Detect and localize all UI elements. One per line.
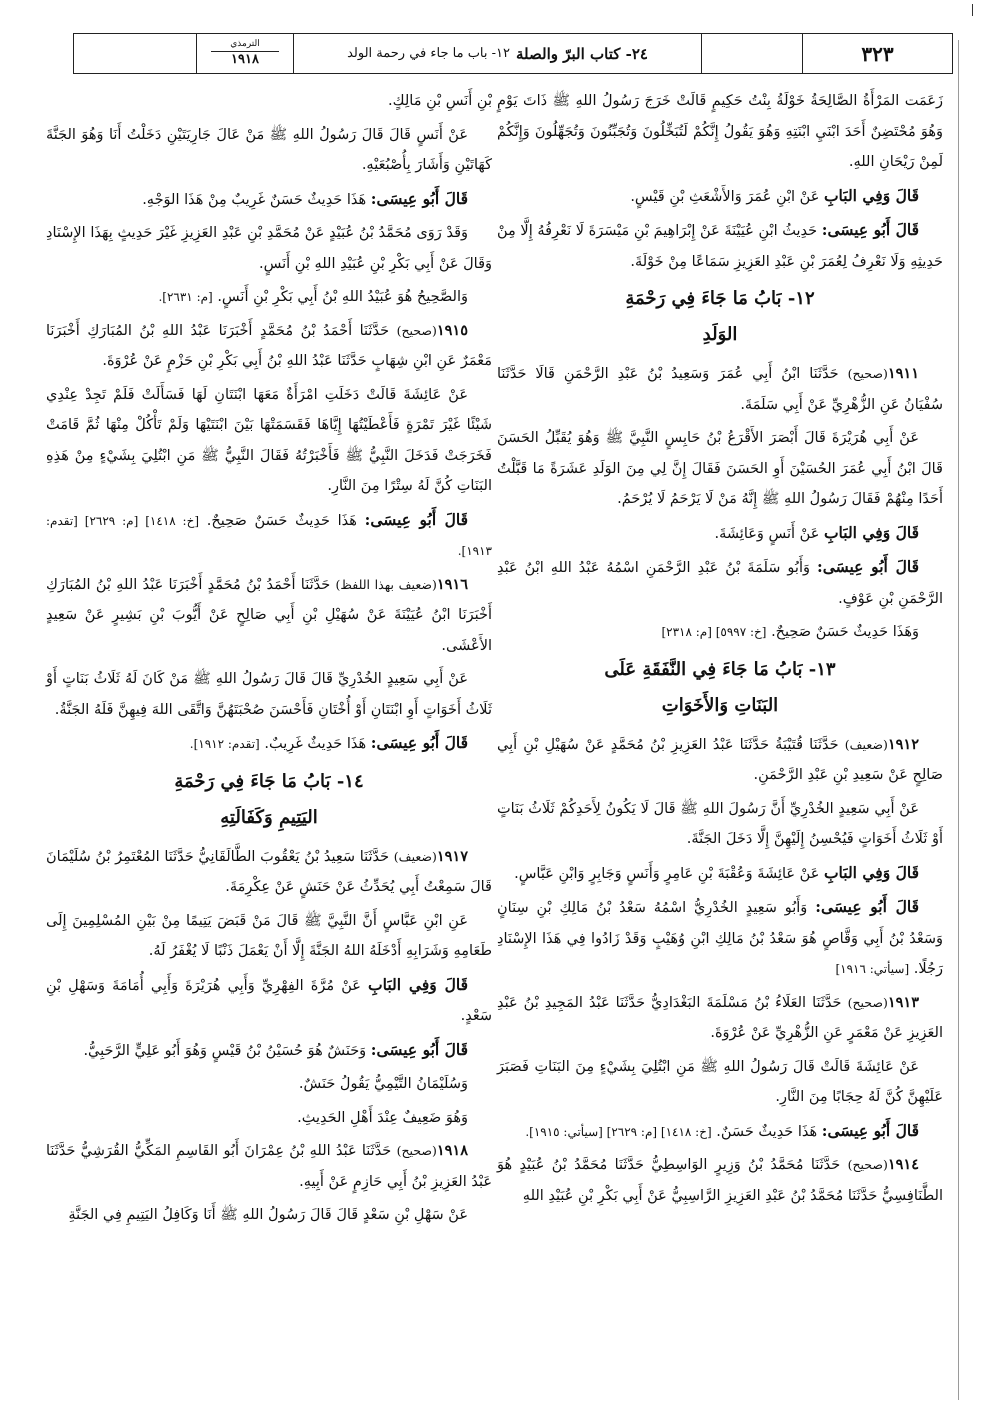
takhrij-ref: [م: ٢٦٣١]. [158, 290, 213, 304]
hadith-grade: (ضعيف) [393, 848, 437, 864]
paragraph-text: عَنْ مُرَّةَ الفِهْرِيِّ وَأَبِي هُرَيْرَةَ وَأَبِي أُمَامَةَ وَسَهْلِ بْنِ سَعْدٍ. [46, 977, 492, 1024]
hadith-number: ١٩١٧ [436, 847, 469, 865]
paragraph-text: وَالصَّحِيحُ هُوَ عُبَيْدُ اللهِ بْنُ أَبِي بَكْرِ بْنِ أَنَسٍ. [217, 289, 468, 305]
paragraph [46, 1035, 492, 1067]
hadith-grade: (صحيح) [396, 322, 437, 338]
hadith-isnad: حَدَّثَنَا قُتَيْبَةُ حَدَّثَنَا عَبْدُ العَزِيزِ بْنُ مُحَمَّدٍ عَنْ سُهَيْلِ بْنِ أَبِي صَالِحٍ عَنْ سَعِيدِ بْنِ عَبْدِ الرَّحْمَنِ. [497, 736, 943, 783]
abu-isa-label: قَالَ أَبُو عِيسَى: [817, 557, 919, 576]
hadith-matn: عَنْ عَائِشَةَ قَالَتْ دَخَلَتِ امْرَأَةٌ مَعَهَا ابْنَتَانِ لَهَا فَسَأَلَتْ فَلَمْ تَجِدْ عِنْدِي شَيْئًا غَيْرَ تَمْرَةٍ فَأَعْطَيْتُهَا إِيَّاهَا فَقَسَمَتْهَا بَيْنَ ابْنَتَيْهَا وَلَمْ تَأْكُلْ مِنْهَا ثُمَّ قَامَتْ فَخَرَجَتْ فَدَخَلَ النَّبِيُّ ﷺ فَأَخْبَرْتُهُ فَقَالَ النَّبِيُّ ﷺ مَنِ ابْتُلِيَ بِشَيْءٍ مِنْ هَذِهِ البَنَاتِ كُنَّ لَهُ سِتْرًا مِنَ النَّارِ. [46, 386, 492, 494]
header-blank-cell [701, 34, 802, 73]
abu-isa-label: قَالَ أَبُو عِيسَى: [370, 188, 468, 208]
hadith-grade: (ضعيف) [844, 736, 888, 752]
paragraph-text: هَذَا حَدِيثٌ حَسَنٌ. [716, 1123, 818, 1140]
paragraph: وَقَدْ رَوَى مُحَمَّدُ بْنُ عُبَيْدٍ عَنْ مُحَمَّدِ بْنِ عَبْدِ العَزِيزِ غَيْرَ حَدِيثٍ بِهَذَا الإِسْنَادِ وَقَالَ عَنْ أَبِي بَكْرِ بْنِ عُبَيْدِ اللهِ بْنِ أَنَسٍ. [46, 225, 492, 272]
paragraph [497, 181, 943, 213]
paragraph [497, 215, 943, 277]
paragraph [46, 184, 492, 216]
paragraph-text: هَذَا حَدِيثٌ حَسَنٌ صَحِيحٌ. [206, 512, 357, 529]
takhrij-ref: [خ: ٥٩٩٧] [م: ٢٣١٨] [661, 625, 767, 639]
heading-line: ١٤- بَابُ مَا جَاءَ فِي رَحْمَةِ [174, 770, 364, 792]
takhrij-ref: [تقدم: ١٩١٢]. [189, 737, 260, 751]
heading-line: البَنَاتِ وَالأَخَوَاتِ [661, 694, 779, 716]
hadith-1912 [497, 730, 943, 791]
paragraph-text: وَهَذَا حَدِيثٌ حَسَنٌ صَحِيحٌ. [771, 624, 919, 640]
hadith-matn: عَنْ أَبِي سَعِيدٍ الخُدْرِيِّ أَنَّ رَسُولَ اللهِ ﷺ قَالَ لَا يَكُونُ لِأَحَدِكُمْ ثَلَاثُ بَنَاتٍ أَوْ ثَلَاثُ أَخَوَاتٍ فَيُحْسِنُ إِلَيْهِنَّ إِلَّا دَخَلَ الجَنَّةَ. [497, 800, 943, 847]
abu-isa-label: قَالَ أَبُو عِيسَى: [821, 220, 920, 239]
abu-isa-label: قَالَ أَبُو عِيسَى: [364, 509, 469, 529]
ref-number: ١٩١٨ [231, 51, 259, 67]
paragraph [497, 1116, 943, 1148]
paragraph [497, 617, 943, 648]
paragraph-text: عَنْ عَائِشَةَ وَعُقْبَةَ بْنِ عَامِرٍ وَأَنَسٍ وَجَابِرٍ وَابْنِ عَبَّاسٍ. [514, 865, 820, 882]
hadith-number: ١٩١٣ [887, 993, 919, 1011]
hadith-number: ١٩١١ [887, 365, 920, 382]
chapter-heading-14 [46, 764, 492, 836]
hadith-1914 [497, 1150, 943, 1211]
abu-isa-label: قَالَ أَبُو عِيسَى: [815, 897, 920, 916]
hadith-1916 [46, 570, 492, 662]
left-column [46, 86, 492, 1234]
paragraph-text: وَحَنَشٌ هُوَ حُسَيْنُ بْنُ قَيْسٍ وَهُوَ أَبُو عَلِيٍّ الرَّحَبِيُّ. [83, 1042, 367, 1059]
header-title [293, 34, 701, 73]
takhrij-ref: [خ: ١٤١٨] [م: ٢٦٢٩] [سيأتي: ١٩١٥]. [525, 1124, 712, 1139]
hadith-1911 [497, 359, 943, 420]
paragraph: وَهُوَ ضَعِيفٌ عِنْدَ أَهْلِ الحَدِيثِ. [297, 1109, 468, 1126]
heading-line: اليَتِيمِ وَكَفَالَتِهِ [220, 806, 318, 828]
hadith-number: ١٩١٢ [887, 735, 919, 753]
hadith-matn: عَنْ أَنَسٍ قَالَ قَالَ رَسُولُ اللهِ ﷺ مَنْ عَالَ جَارِيَتَيْنِ دَخَلْتُ أَنَا وَهُوَ الجَنَّةَ كَهَاتَيْنِ وَأَشَارَ بِأُصْبُعَيْهِ. [46, 126, 492, 173]
hadith-grade: (صحيح) [847, 994, 888, 1010]
hadith-1918 [46, 1136, 492, 1197]
paragraph [497, 518, 943, 550]
paragraph-text: وَأَبُو سَعِيدٍ الخُدْرِيُّ اسْمُهُ سَعْدُ بْنُ مَالِكِ بْنِ سِنَانٍ وَسَعْدُ بْنُ أَبِي وَقَّاصٍ هُوَ سَعْدُ بْنُ مَالِكِ ابْنِ وُهَيْبٍ وَقَدْ زَادُوا فِي هَذَا الإِسْنَادِ رَجُلًا. [497, 900, 943, 977]
paragraph-text: عَنْ أَنَسٍ وَعَائِشَةَ. [714, 525, 820, 542]
book-title: ٢٤- كتاب البرّ والصلة [516, 44, 648, 63]
header-reference [196, 34, 293, 73]
hadith-grade: (صحيح) [847, 366, 888, 381]
hadith-grade: (صحيح) [396, 1143, 437, 1158]
page-number: ٣٢٣ [802, 34, 952, 73]
paragraph [46, 505, 492, 567]
hadith-1915 [46, 316, 492, 377]
hadith-isnad: حَدَّثَنَا أَحْمَدُ بْنُ مُحَمَّدٍ أَخْبَرَنَا عَبْدُ اللهِ بْنُ المُبَارَكِ أَخْبَرَنَا ابْنُ عُيَيْنَةَ عَنْ سُهَيْلِ بْنِ أَبِي صَالِحٍ عَنْ أَيُّوبَ بْنِ بَشِيرٍ عَنْ سَعِيدٍ الأَعْشَى. [46, 576, 492, 654]
takhrij-ref: [خ: ١٤١٨] [م: ٢٦٢٩] [تقدم: ١٩١٣]. [46, 513, 492, 558]
bab-label: قَالَ وَفِي البَابِ [368, 974, 468, 994]
hadith-matn: عَنْ أَبِي سَعِيدٍ الخُدْرِيِّ قَالَ قَالَ رَسُولُ اللهِ ﷺ مَنْ كَانَ لَهُ ثَلَاثُ بَنَاتٍ أَوْ ثَلَاثُ أَخَوَاتٍ أَوِ ابْنَتَانِ أَوْ أُخْتَانِ فَأَحْسَنَ صُحْبَتَهُنَّ وَاتَّقَى اللهَ فِيهِنَّ فَلَهُ الجَنَّةُ. [46, 671, 492, 718]
paragraph [46, 970, 492, 1032]
hadith-1913 [497, 988, 943, 1049]
right-column [497, 86, 943, 1214]
running-header [73, 33, 953, 74]
hadith-isnad: حَدَّثَنَا عَبْدُ اللهِ بْنُ عِمْرَانَ أَبُو القَاسِمِ المَكِّيُّ القُرَشِيُّ حَدَّثَنَا عَبْدُ العَزِيزِ بْنُ أَبِي حَازِمٍ عَنْ أَبِيهِ. [46, 1143, 492, 1190]
ref-source: الترمذي [230, 39, 260, 50]
paragraph [497, 552, 943, 614]
heading-line: ١٢- بَابُ مَا جَاءَ فِي رَحْمَةِ [625, 288, 815, 309]
abu-isa-label: قَالَ أَبُو عِيسَى: [821, 1120, 919, 1140]
heading-line: ١٣- بَابُ مَا جَاءَ فِي النَّفَقَةِ عَلَى [604, 658, 836, 680]
hadith-number: ١٩١٦ [436, 575, 468, 593]
hadith-number: ١٩١٤ [887, 1156, 920, 1173]
hadith-matn: عَنْ أَبِي هُرَيْرَةَ قَالَ أَبْصَرَ الأَقْرَعُ بْنُ حَابِسٍ النَّبِيَّ ﷺ وَهُوَ يُقَبِّلُ الحَسَنَ قَالَ ابْنُ أَبِي عُمَرَ الحُسَيْنَ أَوِ الحَسَنَ فَقَالَ إِنَّ لِي مِنَ الوَلَدِ عَشَرَةً مَا قَبَّلْتُ أَحَدًا مِنْهُمْ فَقَالَ رَسُولُ اللهِ ﷺ إِنَّهُ مَنْ لَا يَرْحَمُ لَا يُرْحَمُ. [497, 430, 943, 507]
paragraph [497, 858, 943, 890]
hadith-1917 [46, 842, 492, 903]
hadith-grade: (صحيح) [847, 1157, 888, 1172]
header-blank-cell [72, 34, 196, 73]
chapter-heading-12 [497, 281, 943, 353]
paragraph-text: عَنْ ابْنِ عُمَرَ وَالأَشْعَثِ بْنِ قَيْسٍ. [630, 188, 820, 205]
bab-label: قَالَ وَفِي البَابِ [823, 522, 919, 542]
hadith-matn: عَنْ سَهْلِ بْنِ سَعْدٍ قَالَ قَالَ رَسُولُ اللهِ ﷺ أَنَا وَكَافِلُ اليَتِيمِ فِي الجَنَّةِ [68, 1207, 468, 1223]
abu-isa-label: قَالَ أَبُو عِيسَى: [370, 1039, 468, 1059]
paragraph-text: هَذَا حَدِيثٌ غَرِيبٌ. [264, 736, 367, 752]
paragraph [497, 892, 943, 985]
chapter-title: ١٢- باب ما جاء في رحمة الولد [347, 46, 511, 61]
hadith-number: ١٩١٨ [436, 1142, 468, 1159]
bab-label: قَالَ وَفِي البَابِ [823, 862, 919, 882]
hadith-matn: عَنْ عَائِشَةَ قَالَتْ قَالَ رَسُولُ اللهِ ﷺ مَنِ ابْتُلِيَ بِشَيْءٍ مِنَ البَنَاتِ فَصَبَرَ عَلَيْهِنَّ كُنَّ لَهُ حِجَابًا مِنَ النَّارِ. [497, 1058, 943, 1105]
abu-isa-label: قَالَ أَبُو عِيسَى: [370, 733, 468, 752]
paragraph [46, 282, 492, 313]
paragraph-text: حَدِيثُ ابْنِ عُيَيْنَةَ عَنْ إِبْرَاهِيمَ بْنِ مَيْسَرَةَ لَا نَعْرِفُهُ إِلَّا مِنْ حَدِيثِهِ وَلَا نَعْرِفُ لِعُمَرَ بْنِ عَبْدِ العَزِيزِ سَمَاعًا مِنْ خَوْلَةَ. [497, 223, 943, 270]
chapter-heading-13 [497, 652, 943, 724]
hadith-isnad: حَدَّثَنَا أَحْمَدُ بْنُ مُحَمَّدٍ أَخْبَرَنَا عَبْدُ اللهِ بْنُ المُبَارَكِ أَخْبَرَنَا مَعْمَرٌ عَنِ ابْنِ شِهَابٍ حَدَّثَنَا عَبْدُ اللهِ بْنُ أَبِي بَكْرِ بْنِ حَزْمٍ عَنْ عُرْوَةَ. [46, 322, 492, 369]
paragraph-text: هَذَا حَدِيثٌ حَسَنٌ غَرِيبٌ مِنْ هَذَا الوَجْهِ. [142, 191, 367, 208]
hadith-isnad: حَدَّثَنَا مُحَمَّدُ بْنُ وَزِيرٍ الوَاسِطِيُّ حَدَّثَنَا مُحَمَّدُ بْنُ عُبَيْدٍ هُوَ الطَّنَافِسِيُّ حَدَّثَنَا مُحَمَّدُ بْنُ عَبْدِ العَزِيزِ الرَّاسِبِيُّ عَنْ أَبِي بَكْرِ بْنِ عُبَيْدِ اللهِ [497, 1157, 943, 1204]
paragraph [46, 728, 492, 760]
hadith-isnad: حَدَّثَنَا سَعِيدُ بْنُ يَعْقُوبَ الطَّالَقَانِيُّ حَدَّثَنَا المُعْتَمِرُ بْنُ سُلَيْمَانَ قَالَ سَمِعْتُ أَبِي يُحَدِّثُ عَنْ حَنَشٍ عَنْ عِكْرِمَةَ. [46, 848, 492, 895]
hadith-matn: عَنِ ابْنِ عَبَّاسٍ أَنَّ النَّبِيَّ ﷺ قَالَ مَنْ قَبَضَ يَتِيمًا مِنْ بَيْنِ المُسْلِمِينَ إِلَى طَعَامِهِ وَشَرَابِهِ أَدْخَلَهُ اللهُ الجَنَّةَ إِلَّا أَنْ يَعْمَلَ ذَنْبًا لَا يُغْفَرُ لَهُ. [46, 912, 492, 959]
heading-line: الوَلَدِ [702, 324, 738, 345]
paragraph: زَعَمَت المَرْأَةُ الصَّالِحَةُ خَوْلَةُ بِنْتُ حَكِيمٍ قَالَتْ خَرَجَ رَسُولُ اللهِ ﷺ ذَاتَ يَوْمٍ وَهُوَ مُحْتَضِنٌ أَحَدَ ابْنَيِ ابْنَتِهِ وَهُوَ يَقُولُ إِنَّكُمْ لَتُبَخِّلُونَ وَتُجَبِّنُونَ وَتُجَهِّلُونَ وَإِنَّكُمْ لَمِنْ رَيْحَانِ اللهِ. [497, 93, 943, 170]
paragraph: وَسُلَيْمَانُ التَّيْمِيُّ يَقُولُ حَنَشٌ. [298, 1076, 468, 1092]
hadith-number: ١٩١٥ [436, 321, 469, 339]
hadith-isnad: حَدَّثَنَا العَلَاءُ بْنُ مَسْلَمَةَ البَغْدَادِيُّ حَدَّثَنَا عَبْدُ المَجِيدِ بْنُ عَبْدِ العَزِيزِ عَنْ مَعْمَرٍ عَنِ الزُّهْرِيِّ عَنْ عُرْوَةَ. [497, 994, 943, 1041]
paragraph: بْنِ أَنَسِ بْنِ مَالِكٍ. [388, 93, 492, 109]
bab-label: قَالَ وَفِي البَابِ [823, 185, 919, 205]
paragraph-text: وَأَبُو سَلَمَةَ بْنُ عَبْدِ الرَّحْمَنِ اسْمُهُ عَبْدُ اللهِ ابْنُ عَبْدِ الرَّحْمَنِ بْنِ عَوْفٍ. [497, 560, 943, 607]
hadith-grade: (ضعيف بهذا اللفظ) [335, 576, 437, 592]
corner-mark [972, 4, 981, 16]
page-edge-line [958, 40, 959, 1400]
takhrij-ref: [سيأتي: ١٩١٦] [835, 962, 910, 976]
hadith-isnad: حَدَّثَنَا ابْنُ أَبِي عُمَرَ وَسَعِيدُ بْنُ عَبْدِ الرَّحْمَنِ قَالَا حَدَّثَنَا سُفْيَانُ عَنِ الزُّهْرِيِّ عَنْ أَبِي سَلَمَةَ. [497, 366, 943, 413]
